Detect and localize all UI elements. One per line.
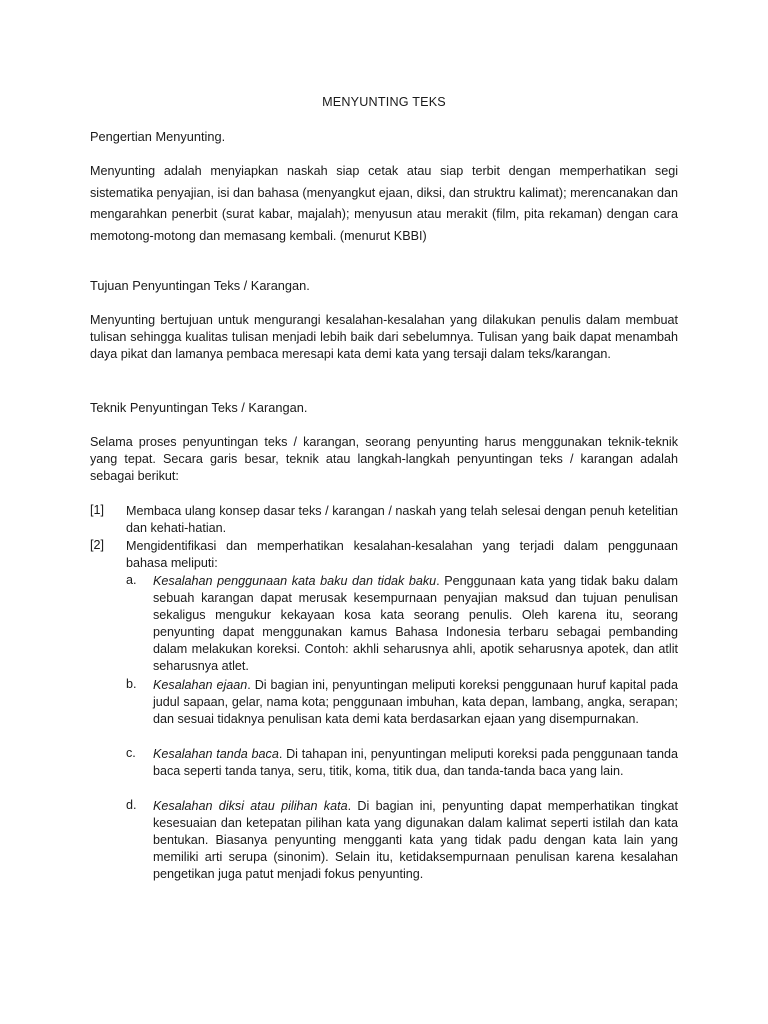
- sub-item-d: [126, 798, 678, 883]
- sub-item-term: Kesalahan tanda baca: [153, 747, 279, 761]
- sub-item-letter: c.: [126, 746, 136, 760]
- sub-item-letter: d.: [126, 798, 137, 812]
- paragraph-teknik: Selama proses penyuntingan teks / karangan, seorang penyunting harus menggunakan teknik-teknik yang tepat. Secara garis besar, teknik atau langkah-langkah penyuntingan teks / karangan adalah sebagai berikut:: [90, 435, 678, 483]
- sub-item-body: . Di bagian ini, penyunting dapat memperhatikan tingkat kesesuaian dan ketepatan pilihan kata yang digunakan dalam kalimat seperti istilah dan kata bentukan. Biasanya penyunting mengganti kata yang tidak padu dengan kata lain yang memiliki arti serupa (sinonim). Selain itu, ketidaksempurnaan penulisan karena kesalahan pengetikan juga patut menjadi fokus penyunting.: [153, 799, 678, 881]
- sub-item-text: [153, 677, 678, 728]
- list-item-2: [90, 538, 678, 572]
- paragraph-pengertian: Menyunting adalah menyiapkan naskah siap cetak atau siap terbit dengan memperhatikan segi sistematika penyajian, isi dan bahasa (menyangkut ejaan, diksi, dan struktru kalimat); merencanakan dan mengarahkan penerbit (surat kabar, majalah); menyusun atau merakit (film, pita rekaman) dengan cara memotong-motong dan memasang kembali. (menurut KBBI): [90, 164, 678, 243]
- list-item-text: Membaca ulang konsep dasar teks / karangan / naskah yang telah selesai dengan penuh ketelitian dan kehati-hatian.: [126, 504, 678, 535]
- list-item-number: [2]: [90, 538, 105, 552]
- heading-tujuan: Tujuan Penyuntingan Teks / Karangan.: [90, 278, 310, 293]
- sub-item-a: [126, 573, 678, 675]
- sub-item-b: [126, 677, 678, 728]
- sub-item-text: [153, 746, 678, 780]
- heading-teknik: Teknik Penyuntingan Teks / Karangan.: [90, 400, 308, 415]
- list-item-1: [90, 503, 678, 537]
- paragraph-tujuan: Menyunting bertujuan untuk mengurangi kesalahan-kesalahan yang dilakukan penulis dalam membuat tulisan sehingga kualitas tulisan menjadi lebih baik dari sebelumnya. Tulisan yang baik dapat menambah daya pikat dan lamanya pembaca meresapi kata demi kata yang tersaji dalam teks/karangan.: [90, 313, 678, 361]
- sub-item-letter: a.: [126, 573, 137, 587]
- sub-item-term: Kesalahan diksi atau pilihan kata: [153, 799, 348, 813]
- sub-item-text: [153, 573, 678, 675]
- sub-item-body: . Penggunaan kata yang tidak baku dalam sebuah karangan dapat merusak kesempurnaan penyajian maksud dan tujuan penulisan sekaligus mengukur kekayaan kosa kata seorang penulis. Oleh karena itu, seorang penyunting dapat menggunakan kamus Bahasa Indonesia terbaru sebagai pembanding dalam melakukan koreksi. Contoh: akhli seharusnya ahli, apotik seharusnya apotek, dan atlit seharusnya atlet.: [153, 574, 678, 673]
- sub-item-term: Kesalahan penggunaan kata baku dan tidak baku: [153, 574, 437, 588]
- sub-item-body: . Di bagian ini, penyuntingan meliputi koreksi penggunaan huruf kapital pada judul sapaan, gelar, nama kota; penggunaan imbuhan, kata depan, lambang, angka, serapan; dan sesuai tidaknya penulisan kata demi kata berdasarkan ejaan yang disempurnakan.: [153, 678, 678, 726]
- sub-item-term: Kesalahan ejaan: [153, 678, 248, 692]
- heading-pengertian: Pengertian Menyunting.: [90, 129, 226, 144]
- sub-item-text: [153, 798, 678, 883]
- sub-item-letter: b.: [126, 677, 137, 691]
- sub-item-body: . Di tahapan ini, penyuntingan meliputi koreksi pada penggunaan tanda baca seperti tanda tanya, seru, titik, koma, titik dua, dan tanda-tanda baca yang lain.: [153, 747, 678, 778]
- list-item-text: Mengidentifikasi dan memperhatikan kesalahan-kesalahan yang terjadi dalam penggunaan bahasa meliputi:: [126, 539, 678, 570]
- document-title: MENYUNTING TEKS: [322, 95, 446, 109]
- sub-item-c: [126, 746, 678, 780]
- list-item-number: [1]: [90, 503, 105, 517]
